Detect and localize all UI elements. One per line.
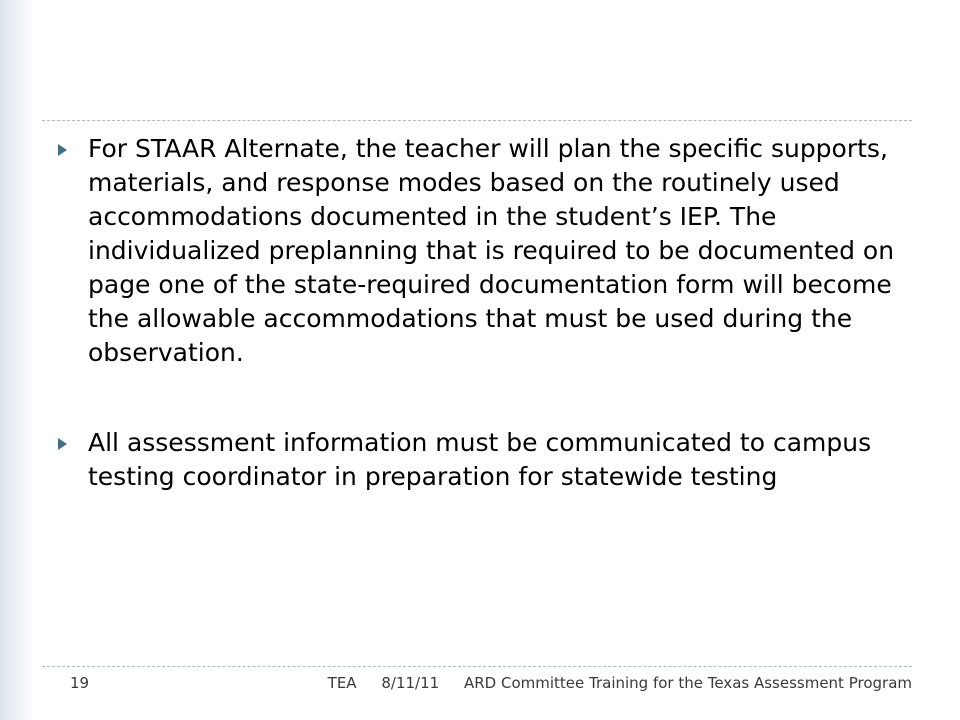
- left-accent-bar: [0, 0, 34, 720]
- page-number: 19: [70, 674, 90, 692]
- slide-body: [56, 132, 898, 494]
- bullet-text: All assessment information must be communicated to campus testing coordinator in preparation for statewide testing: [88, 428, 872, 491]
- bullet-item: [56, 132, 898, 370]
- bullet-item: [56, 426, 898, 494]
- bottom-dotted-rule: [42, 666, 912, 667]
- footer-organization: TEA: [327, 674, 357, 692]
- bullet-text: For STAAR Alternate, the teacher will plan the specific supports, materials, and response modes based on the routinely used accommodations documented in the student’s IEP. The individualized preplanning that is required to be documented on page one of the state-required documentation form will become the allowable accommodations that must be used during the observation.: [88, 134, 895, 367]
- triangle-right-icon: [58, 438, 67, 450]
- footer-title: ARD Committee Training for the Texas Assessment Program: [463, 674, 912, 692]
- top-dotted-rule: [42, 120, 912, 121]
- triangle-right-icon: [58, 144, 67, 156]
- accent-divider: [34, 0, 35, 720]
- footer-date: 8/11/11: [381, 674, 440, 692]
- footer-info: [308, 674, 912, 692]
